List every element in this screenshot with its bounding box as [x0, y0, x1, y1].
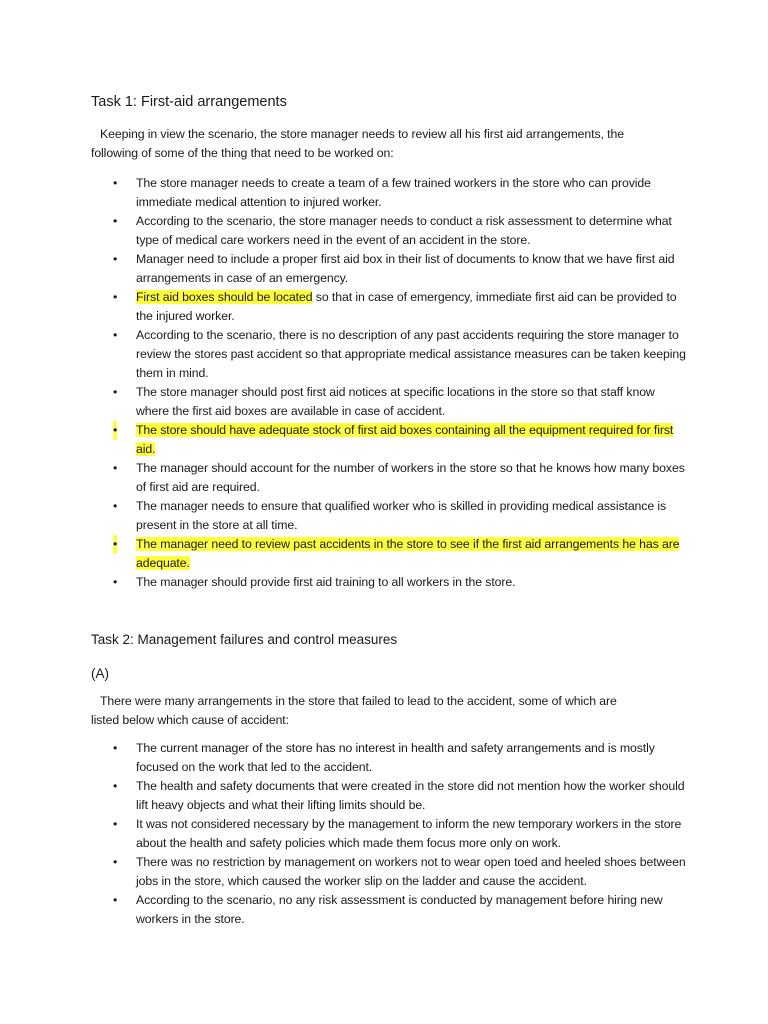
- task2-heading: Task 2: Management failures and control measures: [91, 632, 398, 647]
- list-item: [91, 326, 691, 383]
- bullet-icon: •: [113, 461, 118, 475]
- list-item: [91, 739, 691, 777]
- list-item: [91, 497, 691, 535]
- list-item: [91, 891, 691, 929]
- list-item: [91, 383, 691, 421]
- list-item-text: The store manager should post first aid notices at specific locations in the store so that staff know where the first aid boxes are available in case of accident.: [136, 385, 655, 418]
- list-item: [91, 250, 691, 288]
- list-item-text: According to the scenario, the store manager needs to conduct a risk assessment to determine what type of medical care workers need in the event of an accident in the store.: [136, 214, 672, 247]
- task1-intro-line1: Keeping in view the scenario, the store manager needs to review all his first aid arrangements, the: [100, 127, 624, 141]
- task2-intro-line2: listed below which cause of accident:: [91, 713, 289, 727]
- task1-intro-line2: following of some of the thing that need to be worked on:: [91, 146, 394, 160]
- bullet-icon: •: [113, 779, 118, 793]
- list-item: [91, 815, 691, 853]
- task2-bullet-list: [91, 739, 691, 929]
- list-item: [91, 421, 691, 459]
- bullet-icon: •: [113, 535, 117, 554]
- highlighted-text: The manager need to review past accidents in the store to see if the first aid arrangements he has are adequate.: [136, 537, 680, 570]
- bullet-icon: •: [113, 741, 118, 755]
- list-item-text: According to the scenario, no any risk assessment is conducted by management before hiring new workers in the store.: [136, 893, 663, 926]
- list-item-text: The manager needs to ensure that qualified worker who is skilled in providing medical assistance is present in the store at all time.: [136, 499, 667, 532]
- list-item: [91, 535, 691, 573]
- bullet-icon: •: [113, 421, 117, 440]
- highlighted-text: The store should have adequate stock of first aid boxes containing all the equipment required for first aid.: [136, 423, 674, 456]
- list-item: [91, 212, 691, 250]
- bullet-icon: •: [113, 893, 118, 907]
- list-item: [91, 777, 691, 815]
- task2-intro-line1: There were many arrangements in the store that failed to lead to the accident, some of which are: [100, 694, 617, 708]
- list-item-text: Manager need to include a proper first aid box in their list of documents to know that we have first aid arrangements in case of an emergency.: [136, 252, 675, 285]
- task2-subheading: (A): [91, 666, 109, 681]
- bullet-icon: •: [113, 214, 118, 228]
- bullet-icon: •: [113, 385, 118, 399]
- list-item: [91, 459, 691, 497]
- list-item-text: According to the scenario, there is no description of any past accidents requiring the store manager to review the stores past accident so that appropriate medical assistance measures can be taken keeping them in mind.: [136, 328, 686, 380]
- task1-intro: [91, 125, 691, 163]
- list-item-text: so that in case of emergency, immediate first aid can be provided to the injured worker.: [136, 290, 677, 323]
- bullet-icon: •: [113, 290, 118, 304]
- list-item: [91, 853, 691, 891]
- task2-intro: [91, 692, 691, 730]
- list-item-text: There was no restriction by management on workers not to wear open toed and heeled shoes between jobs in the store, which caused the worker slip on the ladder and cause the accident.: [136, 855, 686, 888]
- highlighted-text: First aid boxes should be located: [136, 290, 313, 304]
- list-item-text: The manager should account for the number of workers in the store so that he knows how many boxes of first aid are required.: [136, 461, 685, 494]
- list-item-text: It was not considered necessary by the management to inform the new temporary workers in the store about the health and safety policies which made them focus more only on work.: [136, 817, 682, 850]
- bullet-icon: •: [113, 176, 118, 190]
- list-item-text: The health and safety documents that were created in the store did not mention how the worker should lift heavy objects and what their lifting limits should be.: [136, 779, 685, 812]
- list-item: [91, 288, 691, 326]
- task1-bullet-list: [91, 174, 691, 592]
- bullet-icon: •: [113, 817, 118, 831]
- bullet-icon: •: [113, 855, 118, 869]
- bullet-icon: •: [113, 328, 118, 342]
- bullet-icon: •: [113, 252, 118, 266]
- list-item-text: The current manager of the store has no interest in health and safety arrangements and is mostly focused on the work that led to the accident.: [136, 741, 655, 774]
- bullet-icon: •: [113, 499, 118, 513]
- list-item: [91, 573, 691, 592]
- list-item: [91, 174, 691, 212]
- list-item-text: The manager should provide first aid training to all workers in the store.: [136, 575, 516, 589]
- task1-heading: Task 1: First-aid arrangements: [91, 94, 287, 110]
- bullet-icon: •: [113, 575, 118, 589]
- list-item-text: The store manager needs to create a team of a few trained workers in the store who can provide immediate medical attention to injured worker.: [136, 176, 651, 209]
